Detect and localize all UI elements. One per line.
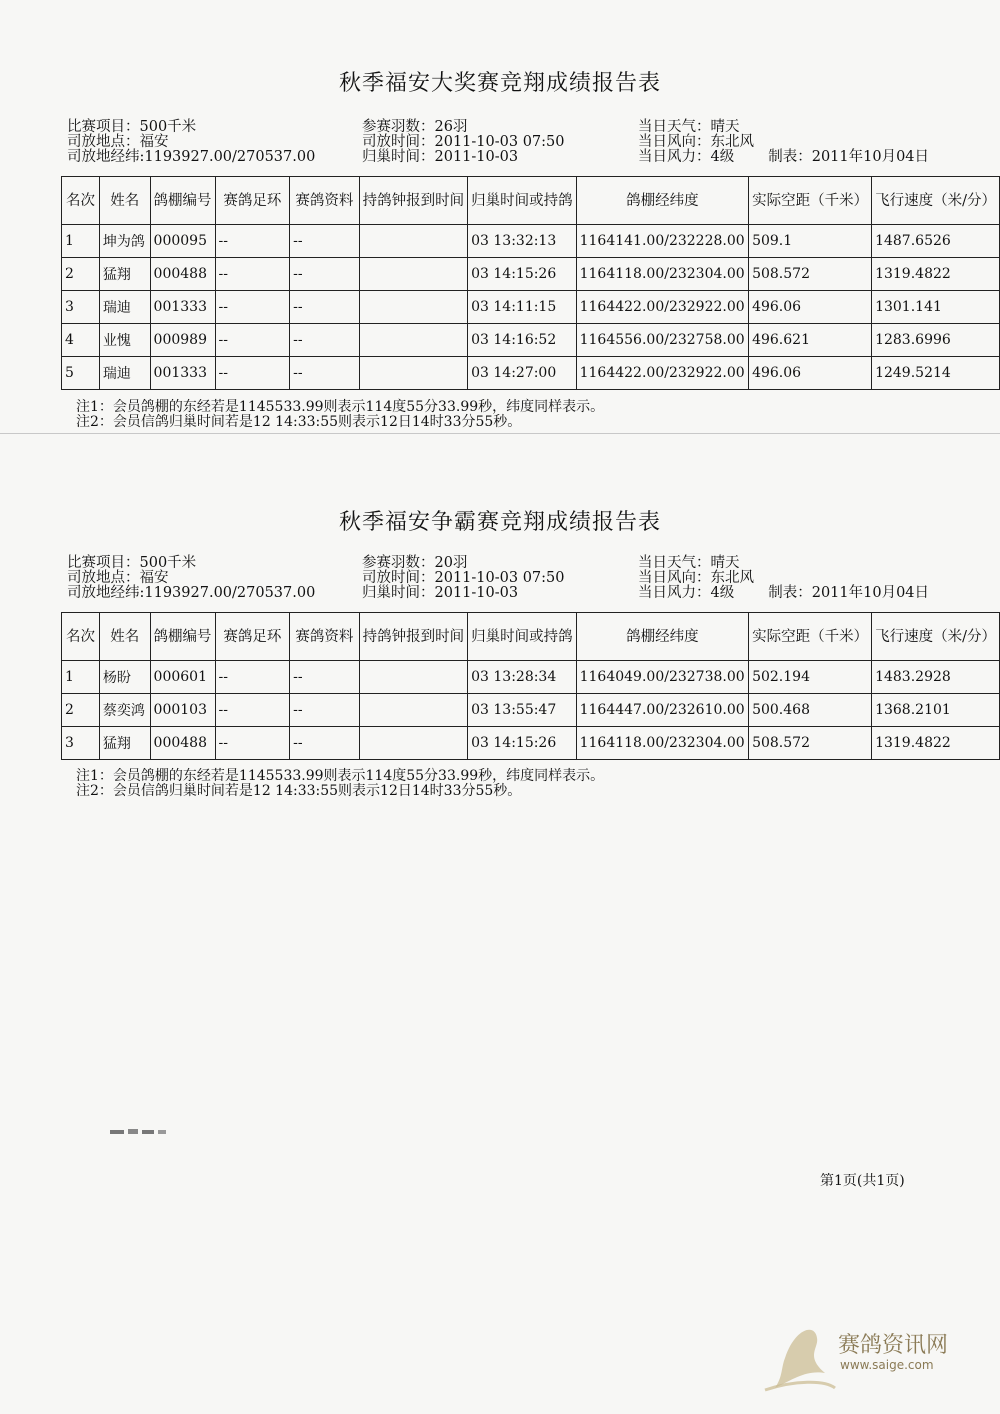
cell-clock-time — [359, 291, 468, 324]
cell-name: 猛翔 — [99, 727, 150, 760]
col-header-loft-id: 鸽棚编号 — [150, 177, 215, 225]
cell-distance: 502.194 — [749, 661, 872, 694]
watermark-site-name: 赛鸽资讯网 — [838, 1333, 949, 1358]
cell-distance: 496.06 — [749, 357, 872, 390]
cell-loft-coord: 1164141.00/232228.00 — [576, 225, 748, 258]
col-header-speed: 飞行速度（米/分） — [872, 177, 1000, 225]
col-header-ring: 赛鸽足环 — [215, 613, 290, 661]
cell-clock-time — [359, 357, 468, 390]
col-header-name: 姓名 — [99, 613, 150, 661]
cell-ring: -- — [215, 258, 290, 291]
cell-loft-coord: 1164422.00/232922.00 — [576, 357, 748, 390]
cell-rank: 3 — [62, 727, 100, 760]
birds-count-field: 参赛羽数：20羽 — [362, 555, 468, 571]
cell-return-time: 03 14:27:00 — [468, 357, 577, 390]
release-coord-field: 司放地经纬:1193927.00/270537.00 — [67, 149, 316, 165]
cell-name: 业愧 — [99, 324, 150, 357]
cell-name: 瑞迪 — [99, 291, 150, 324]
report-notes — [76, 400, 604, 430]
note-1: 注1：会员鸽棚的东经若是1145533.99则表示114度55分33.99秒，纬度同样表示。 — [76, 399, 605, 415]
col-header-speed: 飞行速度（米/分） — [872, 613, 1000, 661]
report-meta-middle — [362, 120, 565, 165]
col-header-distance: 实际空距（千米） — [749, 177, 872, 225]
cell-return-time: 03 13:28:34 — [468, 661, 577, 694]
cell-clock-time — [359, 727, 468, 760]
stray-ink-marks — [110, 1128, 172, 1136]
cell-distance: 509.1 — [749, 225, 872, 258]
report-meta-middle — [362, 556, 565, 601]
release-time-field: 司放时间：2011-10-03 07:50 — [362, 570, 565, 586]
release-coord-field: 司放地经纬:1193927.00/270537.00 — [67, 585, 316, 601]
cell-speed: 1249.5214 — [872, 357, 1000, 390]
cell-loft-id: 000095 — [150, 225, 215, 258]
return-time-field: 归巢时间：2011-10-03 — [362, 149, 519, 165]
col-header-distance: 实际空距（千米） — [749, 613, 872, 661]
cell-ring: -- — [215, 694, 290, 727]
cell-rank: 1 — [62, 661, 100, 694]
table-row — [62, 225, 1000, 258]
cell-speed: 1319.4822 — [872, 727, 1000, 760]
cell-loft-coord: 1164118.00/232304.00 — [576, 727, 748, 760]
col-header-clock-time: 持鸽钟报到时间 — [359, 177, 468, 225]
cell-name: 猛翔 — [99, 258, 150, 291]
table-row — [62, 661, 1000, 694]
cell-speed: 1368.2101 — [872, 694, 1000, 727]
release-place-field: 司放地点：福安 — [67, 134, 169, 150]
cell-return-time: 03 14:16:52 — [468, 324, 577, 357]
cell-rank: 1 — [62, 225, 100, 258]
report-meta-left — [67, 120, 315, 165]
col-header-name: 姓名 — [99, 177, 150, 225]
event-field: 比赛项目：500千米 — [67, 555, 197, 571]
cell-clock-time — [359, 324, 468, 357]
cell-name: 瑞迪 — [99, 357, 150, 390]
cell-speed: 1301.141 — [872, 291, 1000, 324]
cell-loft-id: 001333 — [150, 357, 215, 390]
weather-field: 当日天气：晴天 — [638, 555, 740, 571]
cell-bird-info: -- — [290, 225, 359, 258]
cell-bird-info: -- — [290, 291, 359, 324]
col-header-rank: 名次 — [62, 613, 100, 661]
cell-bird-info: -- — [290, 324, 359, 357]
cell-speed: 1483.2928 — [872, 661, 1000, 694]
cell-distance: 496.06 — [749, 291, 872, 324]
cell-name: 蔡奕鸿 — [99, 694, 150, 727]
cell-loft-coord: 1164556.00/232758.00 — [576, 324, 748, 357]
wind-direction-field: 当日风向：东北风 — [638, 570, 754, 586]
table-row — [62, 258, 1000, 291]
table-row — [62, 291, 1000, 324]
cell-ring: -- — [215, 727, 290, 760]
cell-loft-id: 000989 — [150, 324, 215, 357]
cell-return-time: 03 13:32:13 — [468, 225, 577, 258]
results-table — [61, 612, 1000, 760]
cell-loft-id: 001333 — [150, 291, 215, 324]
note-2: 注2：会员信鸽归巢时间若是12 14:33:55则表示12日14时33分55秒。 — [76, 414, 522, 430]
cell-ring: -- — [215, 225, 290, 258]
col-header-return-time: 归巢时间或持鸽 — [468, 177, 577, 225]
cell-bird-info: -- — [290, 661, 359, 694]
event-field: 比赛项目：500千米 — [67, 119, 197, 135]
cell-loft-id: 000103 — [150, 694, 215, 727]
col-header-ring: 赛鸽足环 — [215, 177, 290, 225]
cell-loft-coord: 1164049.00/232738.00 — [576, 661, 748, 694]
cell-return-time: 03 14:11:15 — [468, 291, 577, 324]
cell-distance: 500.468 — [749, 694, 872, 727]
cell-return-time: 03 14:15:26 — [468, 727, 577, 760]
cell-name: 杨盼 — [99, 661, 150, 694]
cell-clock-time — [359, 258, 468, 291]
cell-ring: -- — [215, 661, 290, 694]
cell-ring: -- — [215, 291, 290, 324]
birds-count-field: 参赛羽数：26羽 — [362, 119, 468, 135]
cell-distance: 508.572 — [749, 258, 872, 291]
page-number: 第1页(共1页) — [820, 1173, 905, 1189]
col-header-loft-coord: 鸽棚经纬度 — [576, 613, 748, 661]
cell-speed: 1283.6996 — [872, 324, 1000, 357]
report-meta-right — [638, 120, 929, 165]
col-header-clock-time: 持鸽钟报到时间 — [359, 613, 468, 661]
wind-force-field: 当日风力：4级 — [638, 149, 735, 165]
cell-speed: 1487.6526 — [872, 225, 1000, 258]
cell-loft-coord: 1164422.00/232922.00 — [576, 291, 748, 324]
table-row — [62, 727, 1000, 760]
cell-loft-coord: 1164447.00/232610.00 — [576, 694, 748, 727]
page-divider — [0, 433, 1000, 434]
cell-rank: 2 — [62, 694, 100, 727]
release-place-field: 司放地点：福安 — [67, 570, 169, 586]
note-2: 注2：会员信鸽归巢时间若是12 14:33:55则表示12日14时33分55秒。 — [76, 783, 522, 799]
cell-loft-id: 000488 — [150, 258, 215, 291]
cell-bird-info: -- — [290, 727, 359, 760]
results-table — [61, 176, 1000, 390]
report-meta-right — [638, 556, 929, 601]
cell-loft-id: 000601 — [150, 661, 215, 694]
table-row — [62, 694, 1000, 727]
cell-ring: -- — [215, 357, 290, 390]
col-header-rank: 名次 — [62, 177, 100, 225]
report-notes — [76, 769, 604, 799]
cell-loft-coord: 1164118.00/232304.00 — [576, 258, 748, 291]
cell-return-time: 03 13:55:47 — [468, 694, 577, 727]
cell-ring: -- — [215, 324, 290, 357]
cell-clock-time — [359, 694, 468, 727]
report-meta-left — [67, 556, 315, 601]
cell-bird-info: -- — [290, 694, 359, 727]
cell-rank: 2 — [62, 258, 100, 291]
cell-distance: 508.572 — [749, 727, 872, 760]
col-header-bird-info: 赛鸽资料 — [290, 177, 359, 225]
return-time-field: 归巢时间：2011-10-03 — [362, 585, 519, 601]
report-title: 秋季福安大奖赛竞翔成绩报告表 — [338, 71, 661, 96]
cell-rank: 4 — [62, 324, 100, 357]
col-header-loft-coord: 鸽棚经纬度 — [576, 177, 748, 225]
cell-distance: 496.621 — [749, 324, 872, 357]
watermark-url: www.saige.com — [840, 1358, 934, 1372]
table-row — [62, 324, 1000, 357]
made-date-field: 制表：2011年10月04日 — [768, 585, 930, 601]
table-row — [62, 357, 1000, 390]
wind-direction-field: 当日风向：东北风 — [638, 134, 754, 150]
cell-speed: 1319.4822 — [872, 258, 1000, 291]
release-time-field: 司放时间：2011-10-03 07:50 — [362, 134, 565, 150]
cell-return-time: 03 14:15:26 — [468, 258, 577, 291]
col-header-return-time: 归巢时间或持鸽 — [468, 613, 577, 661]
note-1: 注1：会员鸽棚的东经若是1145533.99则表示114度55分33.99秒，纬度同样表示。 — [76, 768, 605, 784]
made-date-field: 制表：2011年10月04日 — [768, 149, 930, 165]
cell-name: 坤为鸽 — [99, 225, 150, 258]
cell-rank: 5 — [62, 357, 100, 390]
cell-clock-time — [359, 661, 468, 694]
cell-clock-time — [359, 225, 468, 258]
report-title: 秋季福安争霸赛竞翔成绩报告表 — [338, 510, 661, 535]
cell-loft-id: 000488 — [150, 727, 215, 760]
col-header-loft-id: 鸽棚编号 — [150, 613, 215, 661]
col-header-bird-info: 赛鸽资料 — [290, 613, 359, 661]
wind-force-field: 当日风力：4级 — [638, 585, 735, 601]
weather-field: 当日天气：晴天 — [638, 119, 740, 135]
cell-bird-info: -- — [290, 357, 359, 390]
cell-bird-info: -- — [290, 258, 359, 291]
cell-rank: 3 — [62, 291, 100, 324]
